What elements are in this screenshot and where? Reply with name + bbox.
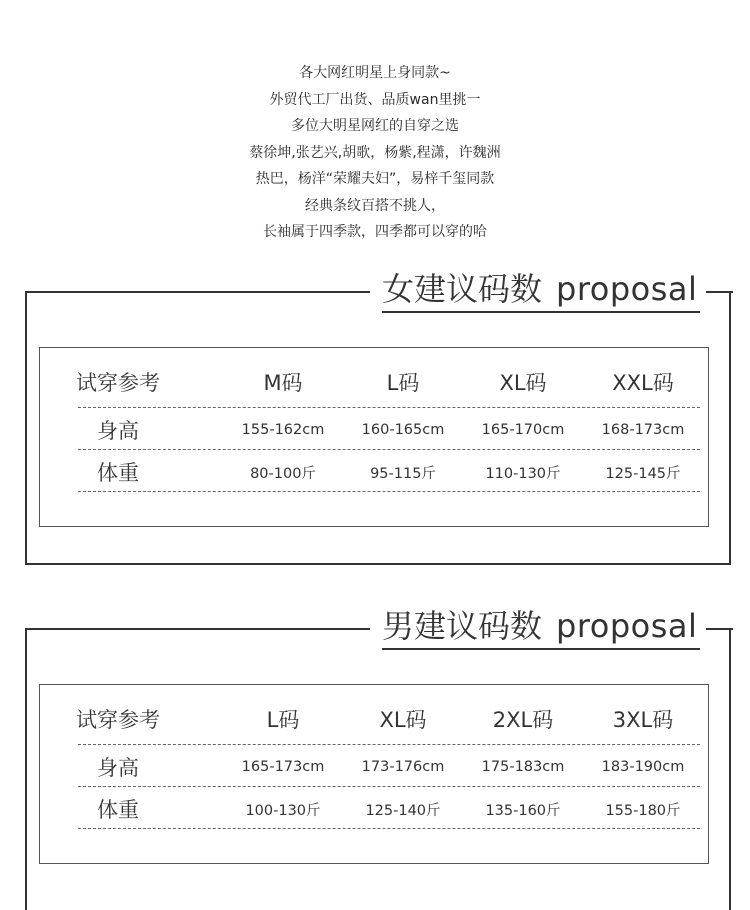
frame-border	[25, 291, 370, 293]
intro-text-block	[0, 0, 750, 256]
frame-border	[706, 291, 733, 293]
table-cell: 168-173cm	[601, 422, 685, 438]
frame-border	[729, 291, 731, 565]
panel-title-cn: 女建议码数	[382, 270, 543, 308]
row-label: 体重	[97, 461, 139, 485]
table-row	[48, 410, 700, 450]
table-cell: 80-100斤	[250, 465, 316, 482]
table-cell: 125-145斤	[605, 465, 681, 482]
header-cell: XL码	[379, 708, 427, 732]
intro-line: 蔡徐坤,张艺兴,胡歌，杨紫,程潇，许魏洲	[249, 144, 501, 161]
table-cell: 165-170cm	[481, 422, 565, 438]
table-cell: 160-165cm	[361, 422, 445, 438]
table-cell: 183-190cm	[601, 759, 685, 775]
intro-lines	[0, 60, 750, 246]
table-cell: 135-160斤	[485, 802, 561, 819]
intro-line: 热巴，杨洋“荣耀夫妇”，易梓千玺同款	[255, 171, 495, 187]
table-header-row	[48, 693, 700, 745]
frame-border	[25, 563, 731, 565]
intro-line: 各大网红明星上身同款~	[299, 65, 451, 81]
row-label: 体重	[97, 798, 139, 822]
men-size-panel	[0, 600, 750, 910]
table-cell: 125-140斤	[365, 802, 441, 819]
table-cell: 155-180斤	[605, 802, 681, 819]
table-cell: 175-183cm	[481, 759, 565, 775]
women-size-table	[39, 347, 709, 527]
header-cell: XL码	[499, 371, 547, 395]
panel-title	[382, 267, 697, 311]
panel-title	[382, 604, 697, 648]
panel-title-en: proposal	[556, 270, 698, 308]
frame-border	[706, 628, 733, 630]
table-header-row	[48, 356, 700, 408]
table-cell: 165-173cm	[241, 759, 325, 775]
intro-line: 外贸代工厂出货、品质wan里挑一	[269, 91, 481, 108]
frame-border	[729, 628, 731, 910]
frame-border	[25, 291, 27, 565]
intro-line: 多位大明星网红的自穿之选	[291, 118, 459, 134]
table-row	[48, 452, 700, 492]
title-underline	[382, 311, 700, 313]
frame-border	[25, 628, 27, 910]
intro-line: 经典条纹百搭不挑人，	[305, 197, 445, 214]
intro-line: 长袖属于四季款，四季都可以穿的哈	[263, 224, 487, 240]
table-cell: 100-130斤	[245, 802, 321, 819]
table-row	[48, 747, 700, 787]
table-row	[48, 789, 700, 829]
title-underline	[382, 648, 700, 650]
header-cell: L码	[266, 708, 300, 732]
table-cell: 110-130斤	[485, 465, 561, 482]
header-cell: 2XL码	[492, 708, 554, 732]
women-size-panel	[0, 263, 750, 583]
row-label: 身高	[97, 419, 139, 443]
header-cell: 3XL码	[612, 708, 674, 732]
header-cell: XXL码	[612, 371, 674, 395]
header-cell: 试穿参考	[76, 708, 160, 732]
men-size-table	[39, 684, 709, 864]
header-cell: M码	[263, 371, 303, 395]
header-cell: L码	[386, 371, 420, 395]
table-cell: 173-176cm	[361, 759, 445, 775]
table-cell: 95-115斤	[370, 465, 436, 482]
table-cell: 155-162cm	[241, 422, 325, 438]
row-label: 身高	[97, 756, 139, 780]
header-cell: 试穿参考	[76, 371, 160, 395]
panel-title-en: proposal	[556, 607, 698, 645]
frame-border	[25, 628, 370, 630]
panel-title-cn: 男建议码数	[382, 607, 543, 645]
